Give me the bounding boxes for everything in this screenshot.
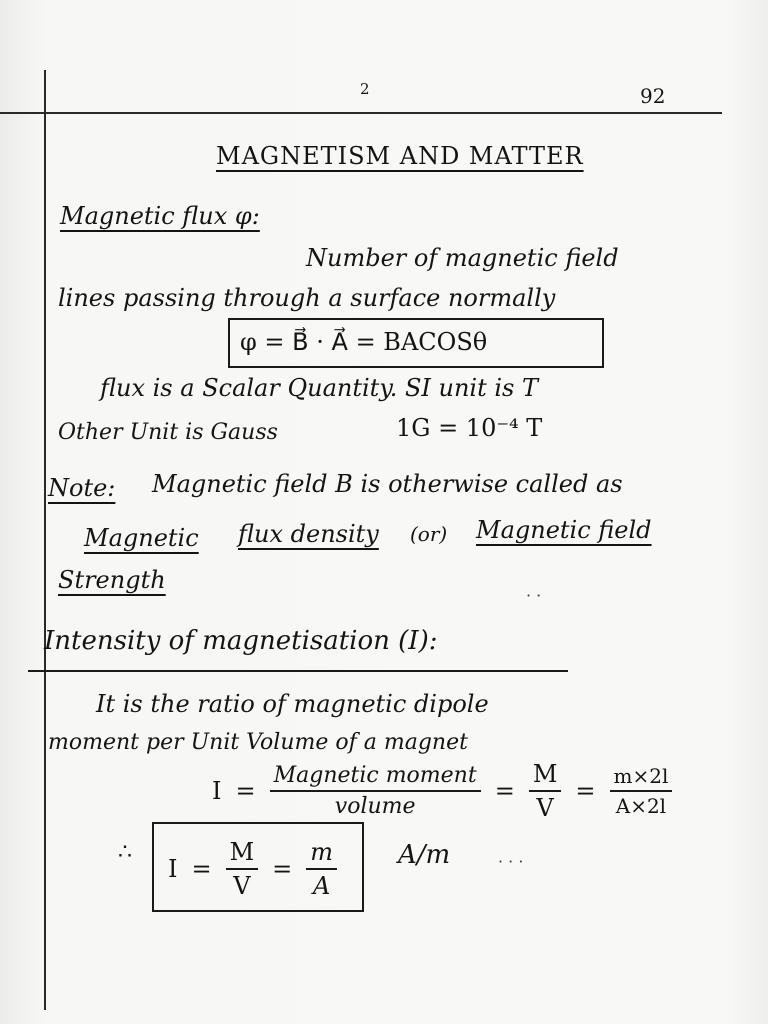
header-line	[0, 112, 722, 114]
stray-dots: · · ·	[498, 852, 524, 871]
fraction-denominator: A	[312, 872, 331, 900]
page-mark: 2	[360, 80, 370, 98]
fraction-m-v	[529, 760, 562, 822]
fraction-numerator: M	[226, 838, 259, 870]
flux-formula-box	[228, 318, 604, 368]
fraction-denominator: volume	[334, 794, 416, 819]
intensity-heading: Intensity of magnetisation (I):	[44, 626, 438, 656]
fraction-magnetic-moment-volume	[270, 763, 481, 819]
page-title: MAGNETISM AND MATTER	[216, 142, 584, 170]
note-line1: Magnetic field B is otherwise called as	[152, 470, 623, 498]
boxed-lhs: I	[168, 855, 178, 883]
boxed-formula-content	[168, 838, 337, 900]
note-label: Note:	[48, 474, 116, 502]
equals-sign: =	[191, 855, 212, 883]
gauss-relation: 1G = 10⁻⁴ T	[396, 414, 543, 442]
fraction-m2l-a2l	[610, 764, 673, 818]
intensity-formula	[212, 760, 672, 822]
flux-formula: φ = B⃗ · A⃗ = BACOSθ	[240, 328, 488, 356]
fraction-numerator: M	[529, 760, 562, 792]
flux-definition-line1: Number of magnetic field	[306, 244, 619, 272]
boxed-fraction-m-a	[306, 838, 337, 900]
fraction-numerator: Magnetic moment	[270, 763, 481, 792]
stray-dots: · ·	[526, 586, 542, 605]
margin-line	[44, 70, 46, 1010]
unit-label: A/m	[398, 840, 451, 870]
fraction-denominator: A×2l	[615, 794, 667, 818]
fraction-denominator: V	[536, 794, 554, 822]
note-or: (or)	[410, 522, 448, 546]
fraction-denominator: V	[233, 872, 251, 900]
page-number: 92	[640, 84, 666, 108]
intensity-definition-line1: It is the ratio of magnetic dipole	[96, 690, 489, 718]
boxed-fraction-m-v	[226, 838, 259, 900]
note-term-magnetic: Magnetic	[84, 524, 199, 552]
equals-sign: =	[235, 777, 256, 805]
equals-sign: =	[272, 855, 293, 883]
flux-heading: Magnetic flux φ:	[60, 202, 260, 230]
fraction-numerator: m	[306, 838, 337, 870]
intensity-definition-line2: moment per Unit Volume of a magnet	[48, 730, 468, 755]
note-term-magnetic-field: Magnetic field	[476, 516, 652, 544]
therefore-symbol: ∴	[118, 840, 132, 865]
flux-scalar-line: flux is a Scalar Quantity. SI unit is T	[100, 374, 538, 402]
other-unit-line: Other Unit is Gauss	[58, 420, 278, 445]
intensity-lhs: I	[212, 777, 222, 805]
intensity-heading-underline	[28, 670, 568, 672]
equals-sign: =	[494, 777, 515, 805]
flux-definition-line2: lines passing through a surface normally	[58, 284, 556, 312]
note-term-strength: Strength	[58, 566, 166, 594]
note-term-flux-density: flux density	[238, 520, 379, 548]
boxed-formula	[152, 822, 364, 912]
fraction-numerator: m×2l	[610, 764, 673, 792]
equals-sign: =	[575, 777, 596, 805]
